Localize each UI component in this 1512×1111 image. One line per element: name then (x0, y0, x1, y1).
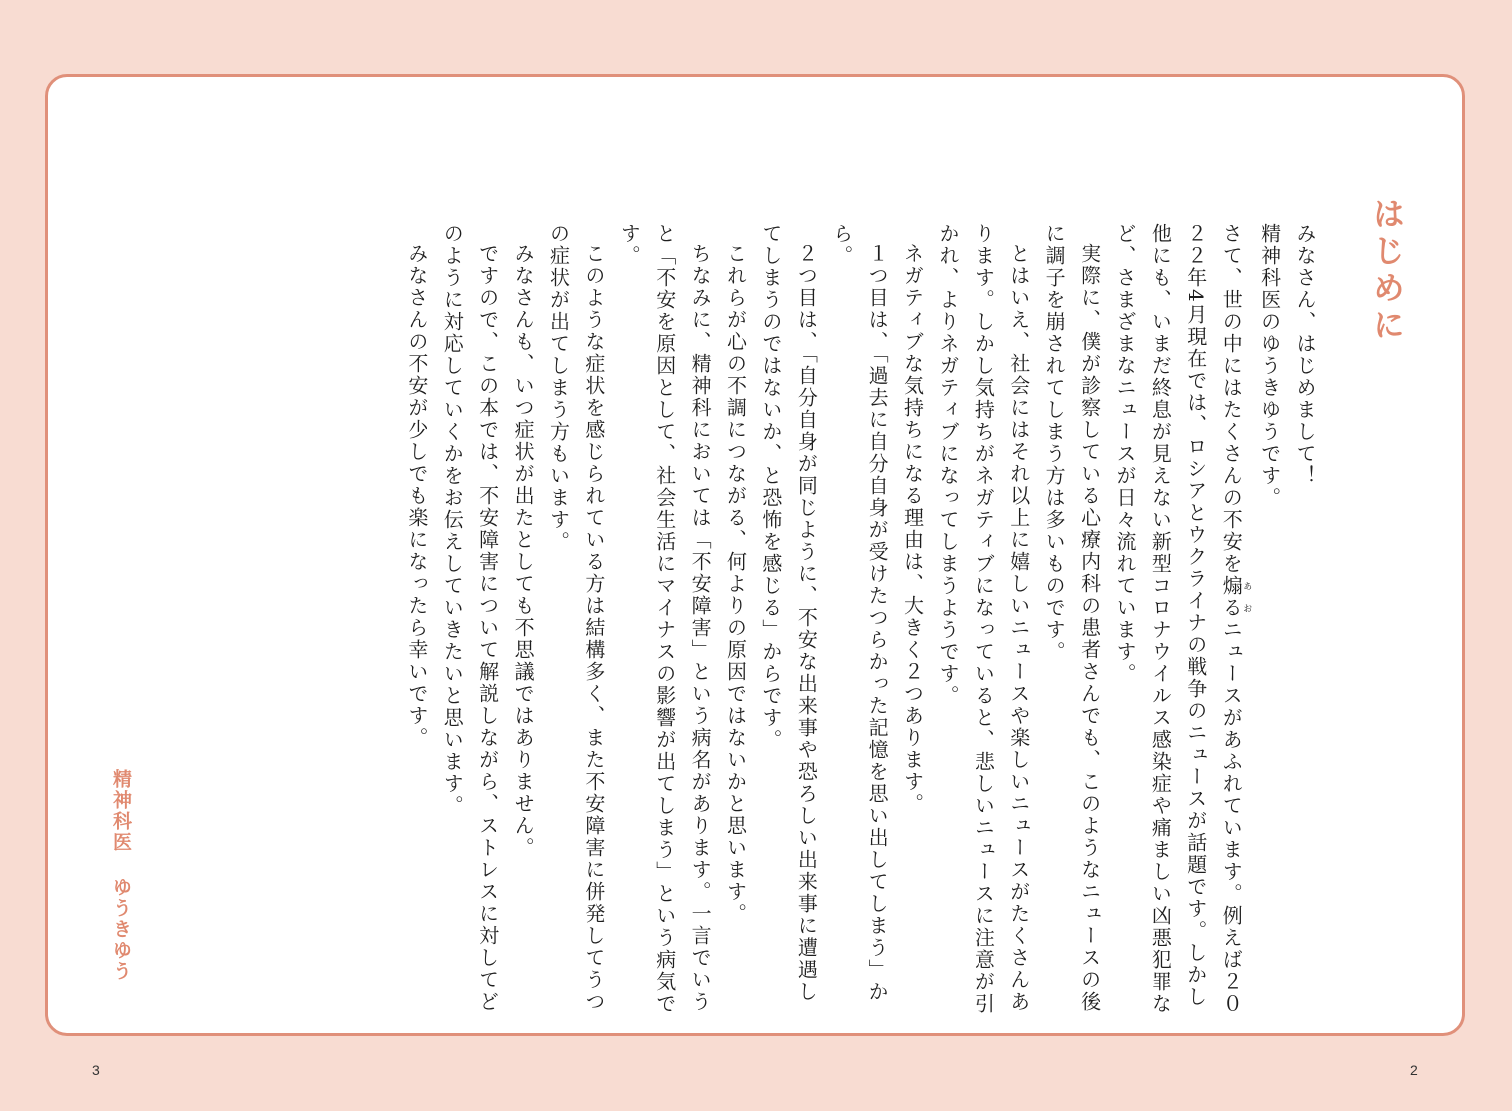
author-name: ゆうきゆう (110, 877, 132, 982)
section-title: はじめに (1368, 197, 1406, 345)
news-paragraph-lead: さて、世の中にはたくさんの不安を (1219, 223, 1244, 575)
reason-two-paragraph: ２つ目は、「自分自身が同じように、不安な出来事や恐ろしい出来事に遭遇してしまうのではないか、と恐怖を感じる」からです。 (758, 223, 819, 1003)
news-paragraph (1107, 223, 1252, 1023)
positive-news-paragraph: とはいえ、社会にはそれ以上に嬉しいニュースや楽しいニュースがたくさんあります。しかし気持ちがネガティブになっていると、悲しいニュースに注意が引かれ、よりネガティブになってしまうようです。 (935, 223, 1031, 1015)
book-purpose-paragraph: ですので、この本では、不安障害について解説しながら、ストレスに対してどのように対応していくかをお伝えしていきたいと思います。 (440, 223, 500, 1013)
intro-paragraph: 精神科医のゆうきゆうです。 (1257, 223, 1282, 509)
body-text (398, 223, 1322, 1023)
page-number-left: 3 (92, 1062, 100, 1078)
author-title: 精神科医 (110, 769, 132, 853)
clinic-paragraph: 実際に、僕が診察している心療内科の患者さんでも、このようなニュースの後に調子を崩されてしまう方は多いものです。 (1042, 223, 1102, 1013)
page-card (45, 74, 1465, 1036)
author-signature (108, 769, 135, 982)
symptoms-paragraph: このような症状を感じられている方は結構多く、また不安障害に併発してうつの症状が出てしまう方もいます。 (546, 223, 606, 1013)
news-paragraph-rest: ニュースがあふれています。例えば２０２２年4月現在では、ロシアとウクライナの戦争のニュースが話題です。しかし他にも、いまだ終息が見えない新型コロナウイルス感染症や痛ましい凶悪犯罪など、さまざまなニュースが日々流れています。 (1112, 223, 1244, 1015)
closing-paragraph: みなさんの不安が少しでも楽になったら幸いです。 (404, 243, 429, 749)
ruby-reading: あお (1241, 575, 1252, 619)
anxiety-disorder-paragraph: ちなみに、精神科においては「不安障害」という病名があります。一言でいうと「不安を原因として、社会生活にマイナスの影響が出てしまう」という病気です。 (617, 223, 713, 1015)
reasons-paragraph: ネガティブな気持ちになる理由は、大きく２つあります。 (900, 243, 925, 815)
ruby-annotation (1219, 575, 1252, 619)
reason-one-paragraph: １つ目は、「過去に自分自身が受けたつらかった記憶を思い出してしまう」から。 (829, 223, 890, 1003)
page-number-right: 2 (1410, 1062, 1418, 1078)
cause-paragraph: これらが心の不調につながる、何よりの原因ではないかと思います。 (723, 243, 748, 925)
anyone-paragraph: みなさんも、いつ症状が出たとしても不思議ではありません。 (511, 243, 536, 859)
ruby-base: 煽る (1219, 575, 1244, 619)
greeting-paragraph: みなさん、はじめまして！ (1293, 223, 1317, 487)
